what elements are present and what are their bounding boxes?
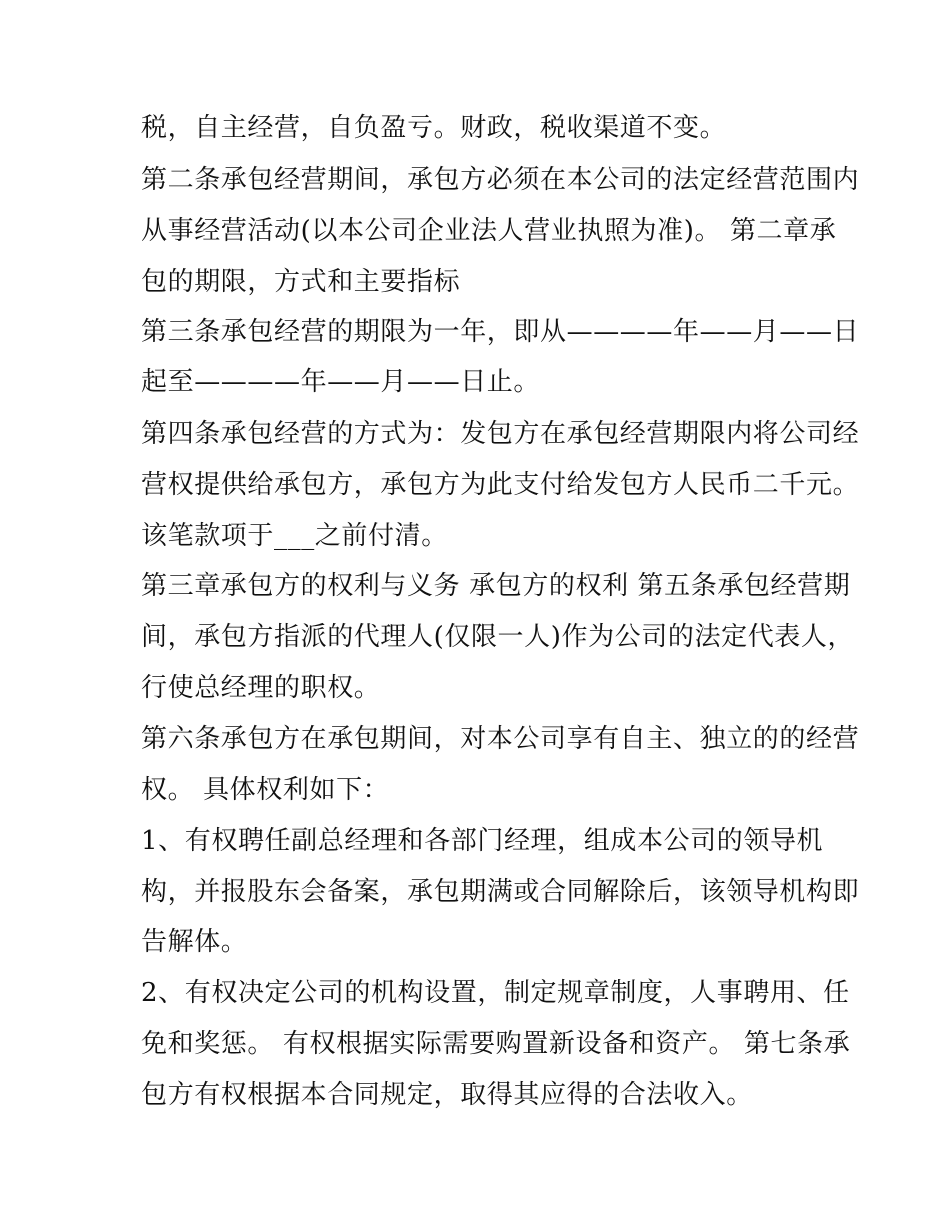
text-line: 第三章承包方的权利与义务 承包方的权利 第五条承包经营期 — [141, 571, 851, 601]
text-line: 第三条承包经营的期限为一年，即从————年——月——日 — [141, 317, 860, 347]
text-line: 告解体。 — [141, 927, 248, 957]
text-line: 包的期限，方式和主要指标 — [141, 267, 461, 297]
text-line: 间，承包方指派的代理人(仅限一人)作为公司的法定代表人， — [141, 622, 855, 652]
text-line: 第六条承包方在承包期间，对本公司享有自主、独立的的经营 — [141, 724, 860, 754]
text-line: 包方有权根据本合同规定，取得其应得的合法收入。 — [141, 1080, 753, 1110]
text-line: 行使总经理的职权。 — [141, 673, 381, 703]
text-line: 构，并报股东会备案，承包期满或合同解除后，该领导机构即 — [141, 877, 860, 907]
text-line: 税，自主经营，自负盈亏。财政，税收渠道不变。 — [141, 113, 727, 143]
text-line: 营权提供给承包方，承包方为此支付给发包方人民币二千元。 — [141, 470, 860, 500]
text-line: 从事经营活动(以本公司企业法人营业执照为准)。 第二章承 — [141, 216, 837, 246]
text-line: 权。 具体权利如下： — [141, 775, 390, 805]
text-line: 1、有权聘任副总经理和各部门经理，组成本公司的领导机 — [141, 826, 824, 856]
text-line: 第四条承包经营的方式为：发包方在承包经营期限内将公司经 — [141, 419, 860, 449]
text-line: 起至————年——月——日止。 — [141, 367, 541, 397]
text-line: 第二条承包经营期间，承包方必须在本公司的法定经营范围内 — [141, 165, 860, 195]
text-line: 免和奖惩。 有权根据实际需要购置新设备和资产。 第七条承 — [141, 1029, 851, 1059]
text-line: 该笔款项于___之前付清。 — [141, 521, 448, 551]
text-line: 2、有权决定公司的机构设置，制定规章制度，人事聘用、任 — [141, 978, 850, 1008]
